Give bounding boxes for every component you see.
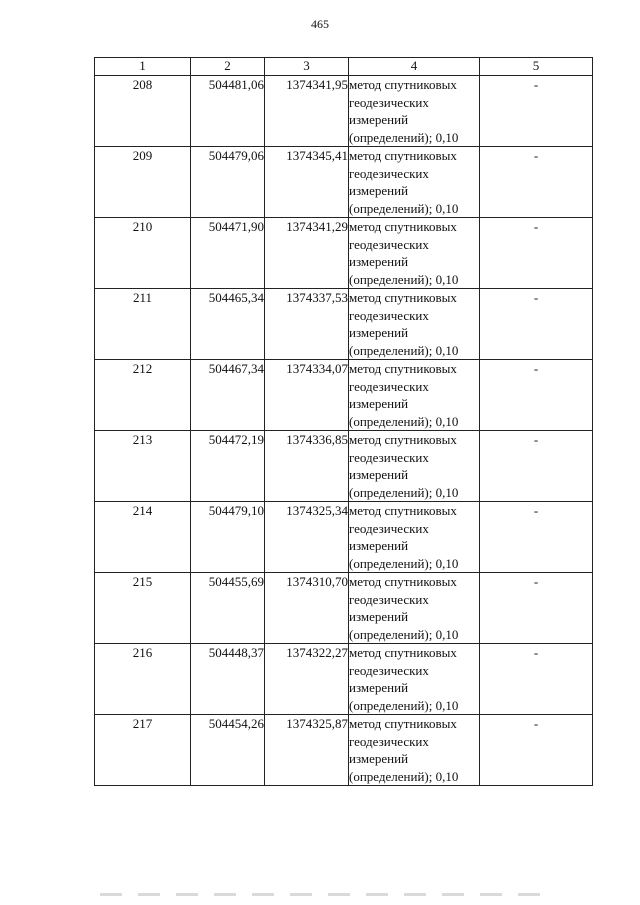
method-text-line: геодезических bbox=[349, 520, 429, 536]
method-text-line: измерений bbox=[349, 112, 409, 127]
method-text-line: измерений bbox=[349, 254, 409, 269]
method-text-line: измерений bbox=[349, 680, 409, 695]
note-cell: - bbox=[480, 431, 593, 502]
note-cell: - bbox=[480, 289, 593, 360]
method-cell bbox=[349, 360, 480, 431]
method-text-line: (определений); 0,10 bbox=[349, 413, 459, 429]
note-cell: - bbox=[480, 76, 593, 147]
table-body bbox=[95, 76, 593, 786]
point-number-cell: 208 bbox=[95, 76, 191, 147]
table-row bbox=[95, 431, 593, 502]
table-row bbox=[95, 289, 593, 360]
method-text-line: измерений bbox=[349, 609, 409, 624]
method-text-line: (определений); 0,10 bbox=[349, 626, 459, 642]
method-text-line: метод спутниковых bbox=[349, 503, 457, 518]
method-cell bbox=[349, 502, 480, 573]
y-coordinate-cell: 1374336,85 bbox=[265, 431, 349, 502]
method-text-line: геодезических bbox=[349, 449, 429, 465]
table-row bbox=[95, 502, 593, 573]
note-cell: - bbox=[480, 573, 593, 644]
method-cell bbox=[349, 147, 480, 218]
method-text-line: геодезических bbox=[349, 165, 429, 181]
column-header-1: 1 bbox=[95, 58, 191, 76]
x-coordinate-cell: 504479,06 bbox=[191, 147, 265, 218]
y-coordinate-cell: 1374337,53 bbox=[265, 289, 349, 360]
method-cell bbox=[349, 218, 480, 289]
point-number-cell: 213 bbox=[95, 431, 191, 502]
x-coordinate-cell: 504481,06 bbox=[191, 76, 265, 147]
table-row bbox=[95, 360, 593, 431]
point-number-cell: 210 bbox=[95, 218, 191, 289]
method-text-line: измерений bbox=[349, 467, 409, 482]
method-text-line: (определений); 0,10 bbox=[349, 342, 459, 358]
table-row bbox=[95, 76, 593, 147]
method-text-line: геодезических bbox=[349, 236, 429, 252]
note-cell: - bbox=[480, 218, 593, 289]
method-text-line: измерений bbox=[349, 325, 409, 340]
y-coordinate-cell: 1374325,87 bbox=[265, 715, 349, 786]
method-text-line: метод спутниковых bbox=[349, 148, 457, 163]
x-coordinate-cell: 504448,37 bbox=[191, 644, 265, 715]
y-coordinate-cell: 1374322,27 bbox=[265, 644, 349, 715]
column-header-3: 3 bbox=[265, 58, 349, 76]
scan-artifact-line bbox=[100, 893, 550, 896]
point-number-cell: 211 bbox=[95, 289, 191, 360]
column-header-5: 5 bbox=[480, 58, 593, 76]
note-cell: - bbox=[480, 502, 593, 573]
point-number-cell: 209 bbox=[95, 147, 191, 218]
x-coordinate-cell: 504467,34 bbox=[191, 360, 265, 431]
note-cell: - bbox=[480, 360, 593, 431]
method-text-line: измерений bbox=[349, 183, 409, 198]
y-coordinate-cell: 1374325,34 bbox=[265, 502, 349, 573]
method-text-line: измерений bbox=[349, 751, 409, 766]
method-text-line: (определений); 0,10 bbox=[349, 555, 459, 571]
method-text-line: геодезических bbox=[349, 378, 429, 394]
method-cell bbox=[349, 715, 480, 786]
table-row bbox=[95, 644, 593, 715]
point-number-cell: 216 bbox=[95, 644, 191, 715]
y-coordinate-cell: 1374345,41 bbox=[265, 147, 349, 218]
y-coordinate-cell: 1374341,95 bbox=[265, 76, 349, 147]
method-cell bbox=[349, 431, 480, 502]
method-text-line: (определений); 0,10 bbox=[349, 697, 459, 713]
point-number-cell: 217 bbox=[95, 715, 191, 786]
point-number-cell: 215 bbox=[95, 573, 191, 644]
method-text-line: (определений); 0,10 bbox=[349, 768, 459, 784]
method-text-line: метод спутниковых bbox=[349, 716, 457, 731]
x-coordinate-cell: 504454,26 bbox=[191, 715, 265, 786]
method-text-line: метод спутниковых bbox=[349, 290, 457, 305]
x-coordinate-cell: 504479,10 bbox=[191, 502, 265, 573]
point-number-cell: 214 bbox=[95, 502, 191, 573]
table-header-row bbox=[95, 58, 593, 76]
method-text-line: метод спутниковых bbox=[349, 77, 457, 92]
method-cell bbox=[349, 76, 480, 147]
x-coordinate-cell: 504471,90 bbox=[191, 218, 265, 289]
method-text-line: геодезических bbox=[349, 94, 429, 110]
note-cell: - bbox=[480, 715, 593, 786]
y-coordinate-cell: 1374310,70 bbox=[265, 573, 349, 644]
method-cell bbox=[349, 644, 480, 715]
x-coordinate-cell: 504455,69 bbox=[191, 573, 265, 644]
method-text-line: (определений); 0,10 bbox=[349, 200, 459, 216]
page-number: 465 bbox=[311, 17, 329, 31]
method-text-line: метод спутниковых bbox=[349, 361, 457, 376]
method-text-line: геодезических bbox=[349, 662, 429, 678]
method-cell bbox=[349, 573, 480, 644]
point-number-cell: 212 bbox=[95, 360, 191, 431]
method-text-line: метод спутниковых bbox=[349, 219, 457, 234]
table-row bbox=[95, 147, 593, 218]
method-text-line: измерений bbox=[349, 396, 409, 411]
method-text-line: (определений); 0,10 bbox=[349, 271, 459, 287]
column-header-4: 4 bbox=[349, 58, 480, 76]
method-text-line: геодезических bbox=[349, 307, 429, 323]
table-row bbox=[95, 573, 593, 644]
method-cell bbox=[349, 289, 480, 360]
table-row bbox=[95, 218, 593, 289]
method-text-line: метод спутниковых bbox=[349, 432, 457, 447]
method-text-line: метод спутниковых bbox=[349, 645, 457, 660]
table-row bbox=[95, 715, 593, 786]
column-header-2: 2 bbox=[191, 58, 265, 76]
method-text-line: геодезических bbox=[349, 591, 429, 607]
note-cell: - bbox=[480, 644, 593, 715]
x-coordinate-cell: 504472,19 bbox=[191, 431, 265, 502]
y-coordinate-cell: 1374334,07 bbox=[265, 360, 349, 431]
method-text-line: метод спутниковых bbox=[349, 574, 457, 589]
coordinates-table bbox=[94, 57, 593, 786]
method-text-line: геодезических bbox=[349, 733, 429, 749]
note-cell: - bbox=[480, 147, 593, 218]
method-text-line: (определений); 0,10 bbox=[349, 484, 459, 500]
x-coordinate-cell: 504465,34 bbox=[191, 289, 265, 360]
method-text-line: (определений); 0,10 bbox=[349, 129, 459, 145]
y-coordinate-cell: 1374341,29 bbox=[265, 218, 349, 289]
method-text-line: измерений bbox=[349, 538, 409, 553]
